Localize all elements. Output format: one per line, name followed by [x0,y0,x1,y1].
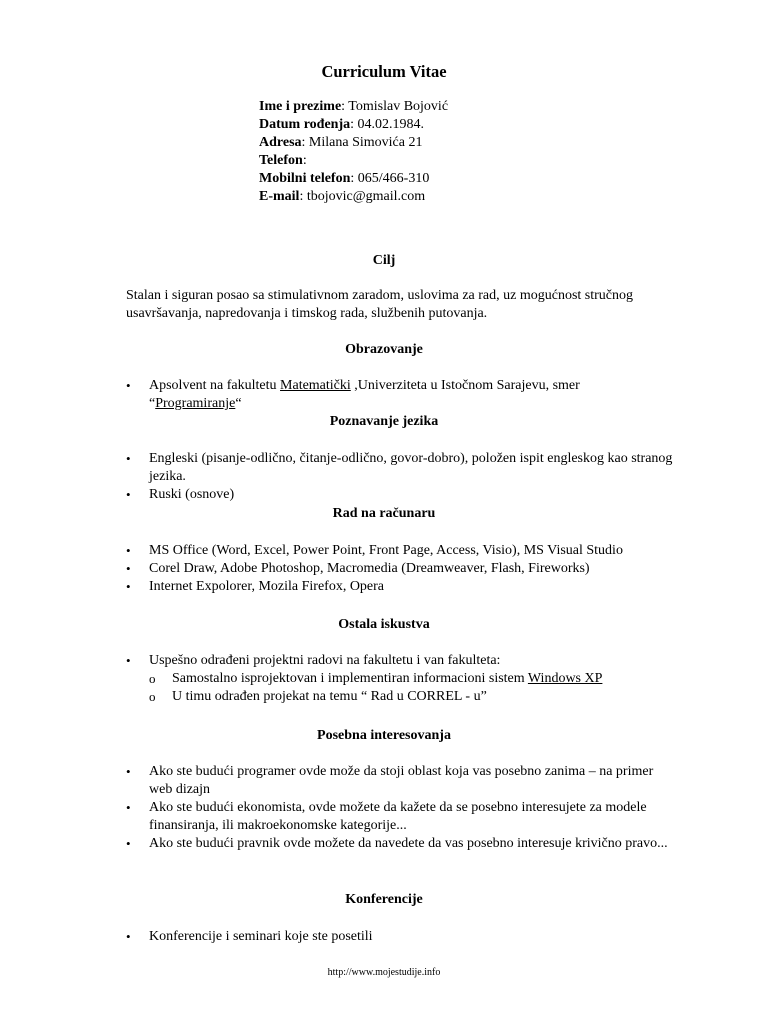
item-text: Apsolvent na fakultetu [149,378,281,393]
document-title: Curriculum Vitae [321,62,447,81]
section-heading-cilj: Cilj [372,253,396,268]
personal-value: Tomislav Bojović [348,99,449,114]
personal-email-row [259,188,448,206]
bullet-icon: • [126,800,131,815]
list-item [126,835,676,853]
item-text: Internet Expolorer, Mozila Firefox, Opera [149,579,385,594]
personal-sep: : [350,117,358,132]
list-item [126,763,676,799]
list-item [126,377,676,413]
personal-birthdate-row [259,116,448,134]
section-heading-iskustva: Ostala iskustva [338,617,430,632]
personal-sep: : [299,189,307,204]
bullet-icon: • [126,451,131,466]
item-text: Konferencije i seminari koje ste posetili [149,929,373,944]
item-text: Ruski (osnove) [149,487,235,502]
footer-url: http://www.mojestudije.info [327,967,441,978]
bullet-icon: • [126,561,131,576]
personal-label: Adresa [259,135,302,150]
windows-xp-link[interactable]: Windows XP [527,671,603,686]
personal-address-row [259,134,448,152]
personal-value: 04.02.1984. [357,117,425,132]
section-heading-racunar: Rad na računaru [332,506,436,521]
bullet-icon: • [126,487,131,502]
bullet-icon: • [126,929,131,944]
obrazovanje-list [126,377,676,413]
personal-mobile-row [259,170,448,188]
bullet-icon: • [126,836,131,851]
major-link[interactable]: Programiranje [155,396,236,411]
section-heading-obrazovanje: Obrazovanje [345,342,423,357]
konferencije-list [126,928,676,946]
bullet-icon: • [126,579,131,594]
item-text: Ako ste budući programer ovde može da stoji oblast koja vas posebno zanima – na primer web dizajn [149,764,654,797]
personal-name-row [259,98,448,116]
personal-sep: : [350,171,358,186]
cilj-text: Stalan i siguran posao sa stimulativnom zaradom, uslovima za rad, uz mogućnost stručnog usavršavanja, napredovanja i timskog rada, službenih putovanja. [126,288,634,321]
iskustva-list [126,652,676,706]
personal-phone-row [259,152,448,170]
personal-label: Ime i prezime [259,99,342,114]
item-text: “ [149,396,156,411]
item-text: Corel Draw, Adobe Photoshop, Macromedia (Dreamweaver, Flash, Fireworks) [149,561,590,576]
list-item [126,928,676,946]
list-item [126,450,676,486]
personal-info [259,98,448,206]
personal-sep: : [301,135,309,150]
item-text: Ako ste budući pravnik ovde možete da navedete da vas posebno interesuje krivično pravo... [149,836,668,851]
personal-label: E-mail [259,189,300,204]
personal-label: Datum rođenja [259,117,351,132]
list-item [126,486,676,504]
item-text: Engleski (pisanje-odlično, čitanje-odlično, govor-dobro), položen ispit engleskog kao stranog jezika. [149,451,673,484]
bullet-icon: • [126,378,131,393]
sub-list-item [149,670,676,688]
personal-label: Mobilni telefon [259,171,351,186]
item-text: Uspešno odrađeni projektni radovi na fakultetu i van fakulteta: [149,653,501,668]
list-item [126,578,676,596]
item-text: MS Office (Word, Excel, Power Point, Front Page, Access, Visio), MS Visual Studio [149,543,623,558]
item-text: U timu odrađen projekat na temu “ Rad u CORREL - u” [172,689,487,704]
personal-sep: : [341,99,349,114]
section-heading-interesovanja: Posebna interesovanja [317,728,451,743]
section-heading-jezici: Poznavanje jezika [329,414,439,429]
sub-bullet-icon: o [149,689,156,704]
bullet-icon: • [126,543,131,558]
racunar-list [126,542,676,596]
list-item [126,542,676,560]
faculty-link[interactable]: Matematički [280,378,351,393]
personal-value: 065/466-310 [357,171,430,186]
personal-value: Milana Simovića 21 [308,135,423,150]
bullet-icon: • [126,653,131,668]
list-item [126,652,676,706]
list-item [126,799,676,835]
iskustva-sublist [149,670,676,706]
sub-list-item [149,688,676,706]
personal-value: tbojovic@gmail.com [306,189,426,204]
section-heading-konferencije: Konferencije [345,892,423,907]
bullet-icon: • [126,764,131,779]
jezici-list [126,450,676,504]
personal-label: Telefon [259,153,303,168]
list-item [126,560,676,578]
item-text: Samostalno isprojektovan i implementiran informacioni sistem [172,671,528,686]
item-text: Ako ste budući ekonomista, ovde možete da kažete da se posebno interesujete za modele finansiranja, ili makroekonomske kategorije... [149,800,647,833]
item-text: ,Univerziteta u Istočnom Sarajevu, smer [350,378,580,393]
interesovanja-list [126,763,676,853]
sub-bullet-icon: o [149,671,156,686]
item-text: “ [235,396,242,411]
personal-sep: : [302,153,307,168]
